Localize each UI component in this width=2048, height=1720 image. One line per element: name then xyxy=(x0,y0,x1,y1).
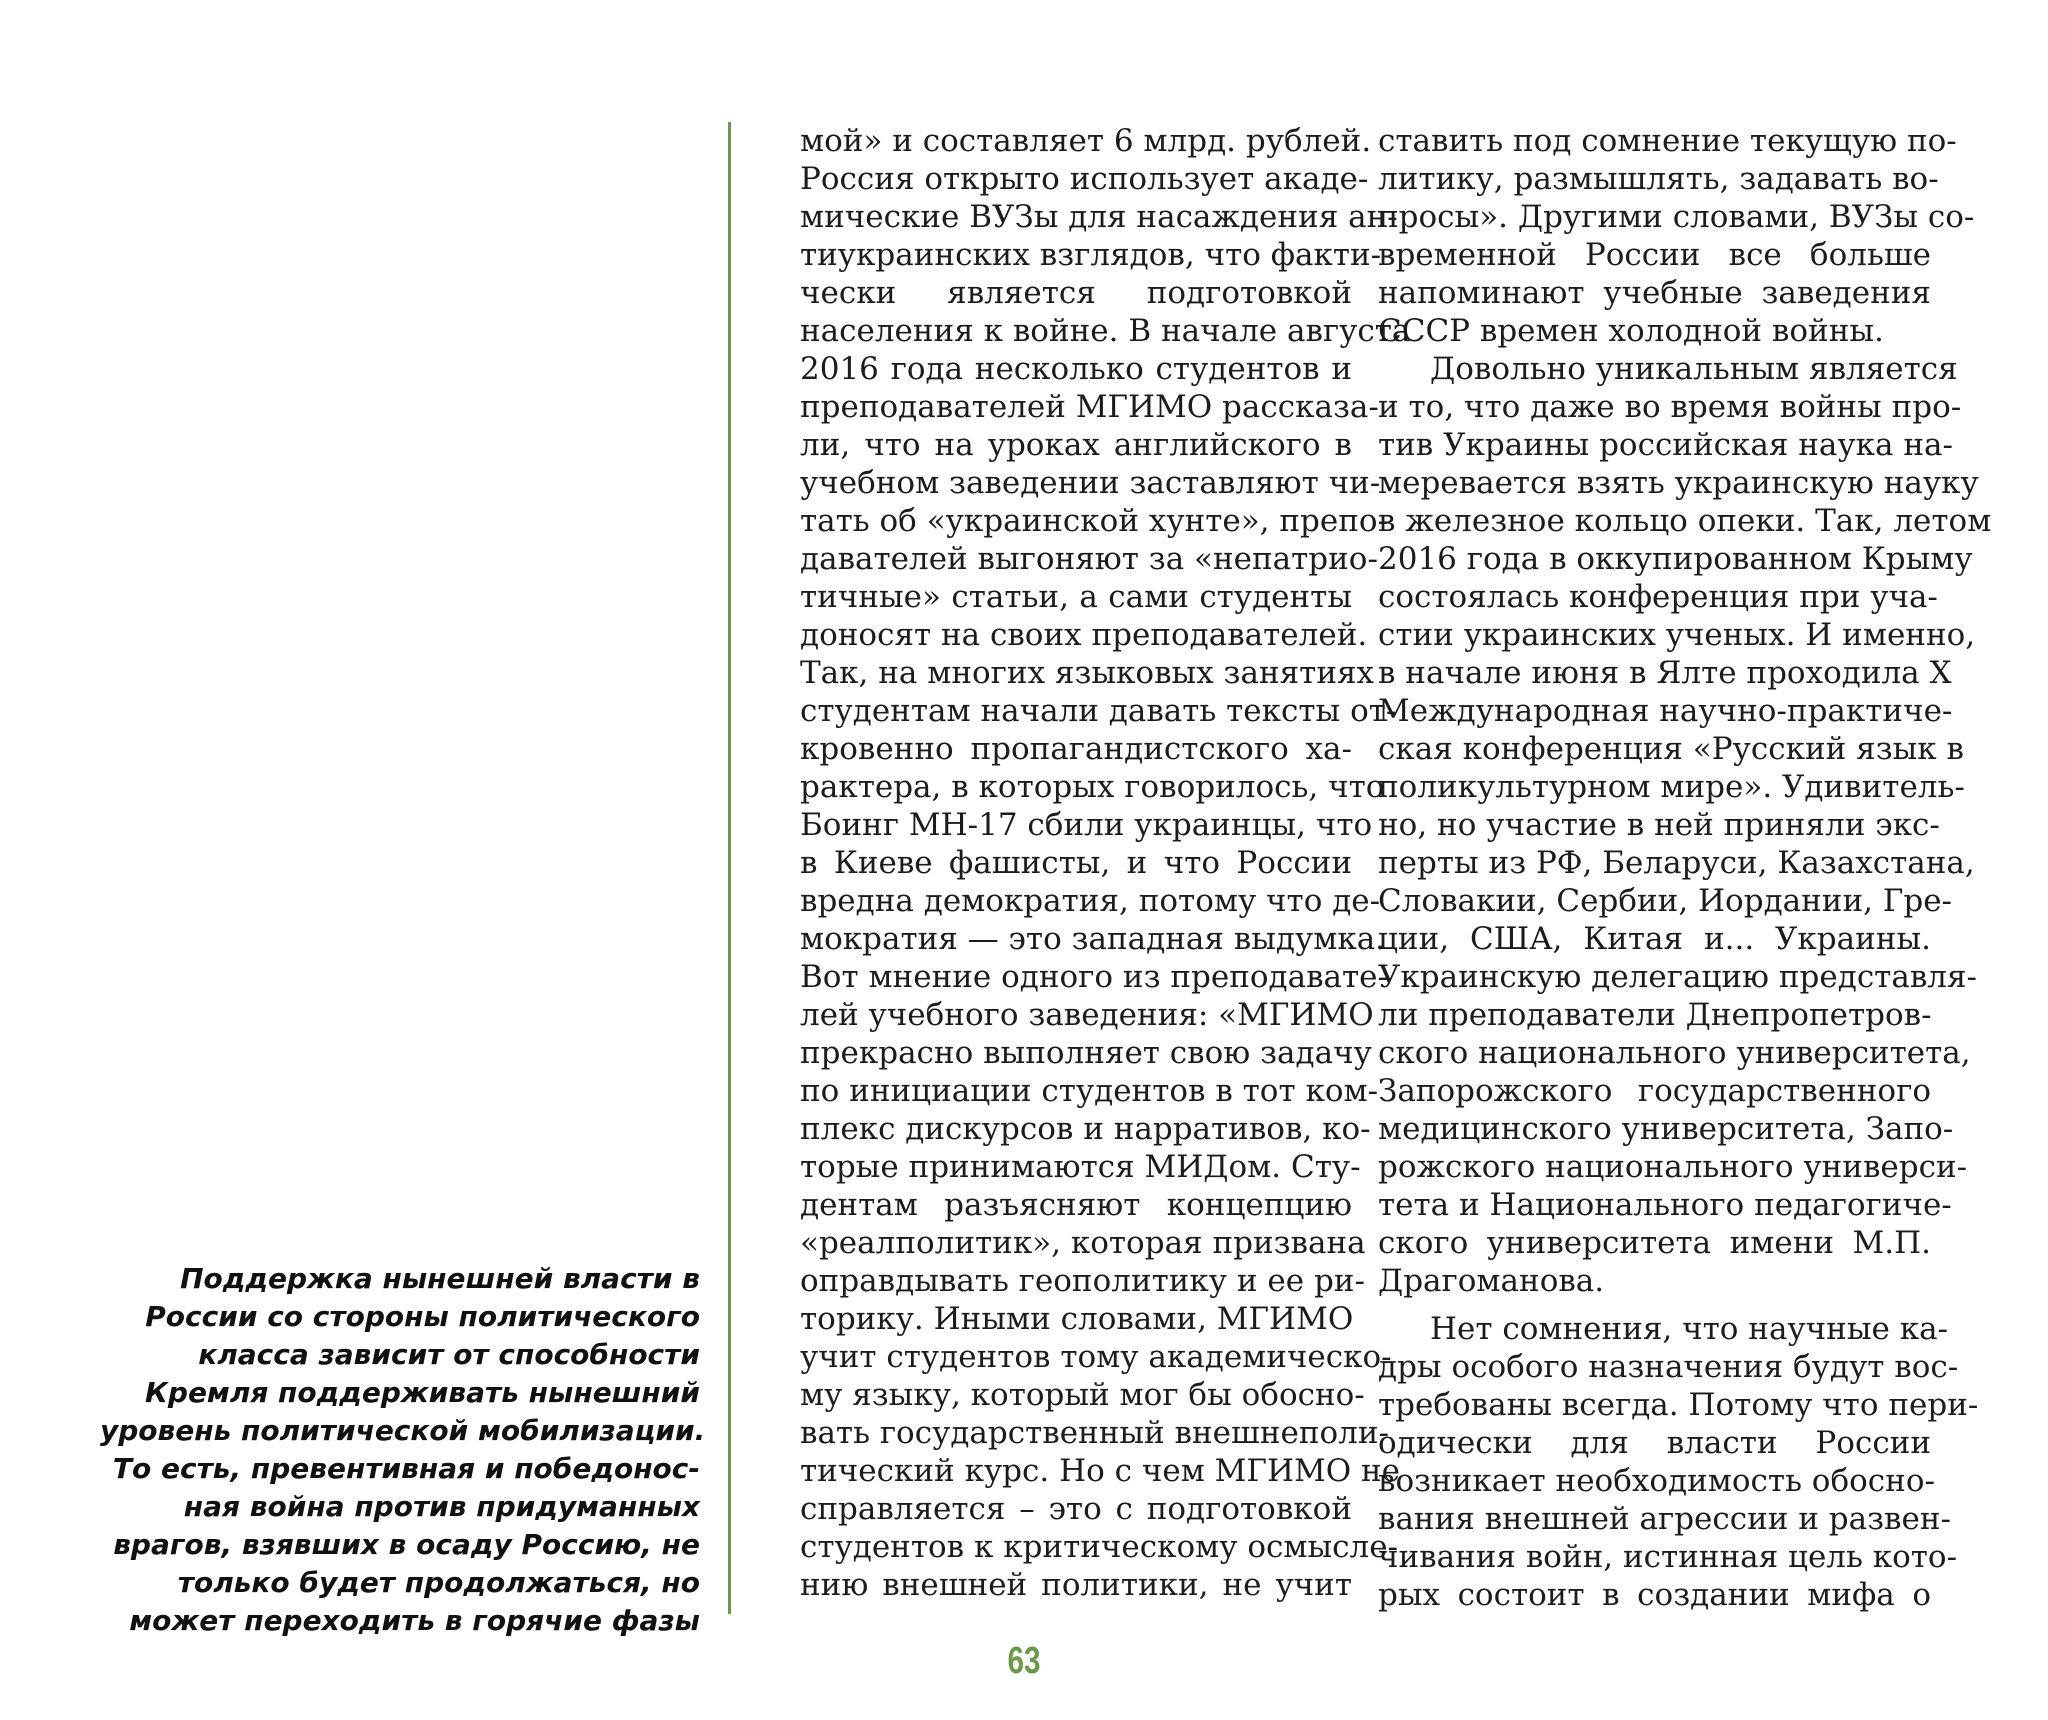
text-line: му языку, который мог бы обосно- xyxy=(800,1377,1365,1413)
text-line: торику. Иными словами, МГИМО xyxy=(800,1301,1354,1337)
text-line: Так, на многих языковых занятиях xyxy=(800,655,1375,691)
text-line: студентам начали давать тексты от- xyxy=(800,693,1397,729)
text-line: мой» и составляет 6 млрд. рублей. xyxy=(800,123,1372,159)
text-line: ции, США, Китая и... Украины. xyxy=(1378,921,1931,957)
pull-quote-line: только будет продолжаться, но xyxy=(177,1566,700,1599)
text-line: мические ВУЗы для насаждения ан- xyxy=(800,199,1398,235)
text-line: чивания войн, истинная цель кото- xyxy=(1378,1539,1958,1575)
text-line: тета и Национального педагогиче- xyxy=(1378,1187,1952,1223)
text-line: тать об «украинской хунте», препо- xyxy=(800,503,1389,539)
text-line: перты из РФ, Беларуси, Казахстана, xyxy=(1378,845,1975,881)
text-line: кровенно пропагандистского ха- xyxy=(800,731,1352,767)
text-line: по инициации студентов в тот ком- xyxy=(800,1073,1379,1109)
pull-quote-line: России со стороны политического xyxy=(145,1300,700,1333)
text-line: СССР времен холодной войны. xyxy=(1378,313,1884,349)
text-line: напоминают учебные заведения xyxy=(1378,275,1931,311)
text-line: 2016 года несколько студентов и xyxy=(800,351,1352,387)
text-line: поликультурном мире». Удивитель- xyxy=(1378,769,1965,805)
text-line: но, но участие в ней приняли экс- xyxy=(1378,807,1940,843)
text-line: ская конференция «Русский язык в xyxy=(1378,731,1964,767)
text-line: Драгоманова. xyxy=(1378,1263,1605,1299)
text-line: меревается взять украинскую науку xyxy=(1378,465,1979,501)
text-line: населения к войне. В начале августа xyxy=(800,313,1411,349)
text-line: Россия открыто использует акаде- xyxy=(800,161,1369,197)
pull-quote-line: уровень политической мобилизации. xyxy=(100,1414,706,1447)
page-number: 63 xyxy=(1007,1640,1041,1682)
text-line: Нет сомнения, что научные ка- xyxy=(1430,1311,1949,1347)
text-line: Довольно уникальным является xyxy=(1430,351,1958,387)
text-line: просы». Другими словами, ВУЗы со- xyxy=(1378,199,1975,235)
text-line: нию внешней политики, не учит xyxy=(800,1567,1352,1603)
text-line: давателей выгоняют за «непатрио- xyxy=(800,541,1378,577)
pull-quote-line: ная война против придуманных xyxy=(183,1490,700,1523)
text-column-2 xyxy=(1378,122,1992,1614)
text-line: «реалполитик», которая призвана xyxy=(800,1225,1366,1261)
column-divider xyxy=(728,122,731,1614)
text-line: рактера, в которых говорилось, что xyxy=(800,769,1385,805)
text-line: и то, что даже во время войны про- xyxy=(1378,389,1962,425)
pull-quote-line: может переходить в горячие фазы xyxy=(129,1604,700,1637)
text-line: тический курс. Но с чем МГИМО не xyxy=(800,1453,1400,1489)
text-line: справляется – это с подготовкой xyxy=(800,1491,1352,1527)
text-line: ли преподаватели Днепропетров- xyxy=(1378,997,1932,1033)
text-column-1 xyxy=(800,122,1411,1604)
pull-quote-line: врагов, взявших в осаду Россию, не xyxy=(113,1528,700,1561)
text-line: вания внешней агрессии и развен- xyxy=(1378,1501,1951,1537)
text-line: лей учебного заведения: «МГИМО xyxy=(800,997,1374,1033)
pull-quote-line: класса зависит от способности xyxy=(198,1338,700,1371)
text-line: Запорожского государственного xyxy=(1378,1073,1931,1109)
text-line: Боинг МН-17 сбили украинцы, что xyxy=(800,807,1373,843)
text-line: в Киеве фашисты, и что России xyxy=(800,845,1352,881)
text-line: ставить под сомнение текущую по- xyxy=(1378,123,1957,159)
text-line: тиукраинских взглядов, что факти- xyxy=(800,237,1382,273)
text-line: дентам разъясняют концепцию xyxy=(800,1187,1352,1223)
text-line: Международная научно-практиче- xyxy=(1378,693,1953,729)
text-line: ли, что на уроках английского в xyxy=(800,427,1352,463)
text-line: студентов к критическому осмысле- xyxy=(800,1529,1399,1565)
text-line: в железное кольцо опеки. Так, летом xyxy=(1378,503,1992,539)
text-line: ского университета имени М.П. xyxy=(1378,1225,1931,1261)
pull-quote xyxy=(100,1260,706,1640)
text-line: литику, размышлять, задавать во- xyxy=(1378,161,1939,197)
text-line: доносят на своих преподавателей. xyxy=(800,617,1368,653)
text-line: медицинского университета, Запо- xyxy=(1378,1111,1954,1147)
text-line: прекрасно выполняет свою задачу xyxy=(800,1035,1372,1071)
text-line: вредна демократия, потому что де- xyxy=(800,883,1381,919)
text-line: одически для власти России xyxy=(1378,1425,1931,1461)
text-line: плекс дискурсов и нарративов, ко- xyxy=(800,1111,1371,1147)
text-line: вать государственный внешнеполи- xyxy=(800,1415,1389,1451)
text-line: чески является подготовкой xyxy=(800,275,1352,311)
text-line: преподавателей МГИМО рассказа- xyxy=(800,389,1379,425)
text-line: мократия — это западная выдумка. xyxy=(800,921,1386,957)
text-line: состоялась конференция при уча- xyxy=(1378,579,1938,615)
text-line: тичные» статьи, а сами студенты xyxy=(800,579,1352,615)
text-line: требованы всегда. Потому что пери- xyxy=(1378,1387,1979,1423)
text-line: возникает необходимость обосно- xyxy=(1378,1463,1935,1499)
text-line: Вот мнение одного из преподавате- xyxy=(800,959,1389,995)
text-line: ского национального университета, xyxy=(1378,1035,1971,1071)
text-line: учит студентов тому академическо- xyxy=(800,1339,1392,1375)
text-line: рожского национального универси- xyxy=(1378,1149,1968,1185)
text-line: Словакии, Сербии, Иордании, Гре- xyxy=(1378,883,1953,919)
text-line: оправдывать геополитику и ее ри- xyxy=(800,1263,1365,1299)
text-line: дры особого назначения будут вос- xyxy=(1378,1349,1959,1385)
pull-quote-line: Поддержка нынешней власти в xyxy=(180,1262,700,1295)
text-line: тив Украины российская наука на- xyxy=(1378,427,1953,463)
text-line: в начале июня в Ялте проходила X xyxy=(1378,655,1952,691)
text-line: рых состоит в создании мифа о xyxy=(1378,1577,1931,1613)
text-line: учебном заведении заставляют чи- xyxy=(800,465,1381,501)
text-line: 2016 года в оккупированном Крыму xyxy=(1378,541,1973,577)
pull-quote-line: То есть, превентивная и победонос- xyxy=(112,1452,700,1485)
pull-quote-line: Кремля поддерживать нынешний xyxy=(145,1376,700,1409)
text-line: торые принимаются МИДом. Сту- xyxy=(800,1149,1361,1185)
text-line: Украинскую делегацию представля- xyxy=(1378,959,1977,995)
text-line: временной России все больше xyxy=(1378,237,1931,273)
text-line: стии украинских ученых. И именно, xyxy=(1378,617,1976,653)
